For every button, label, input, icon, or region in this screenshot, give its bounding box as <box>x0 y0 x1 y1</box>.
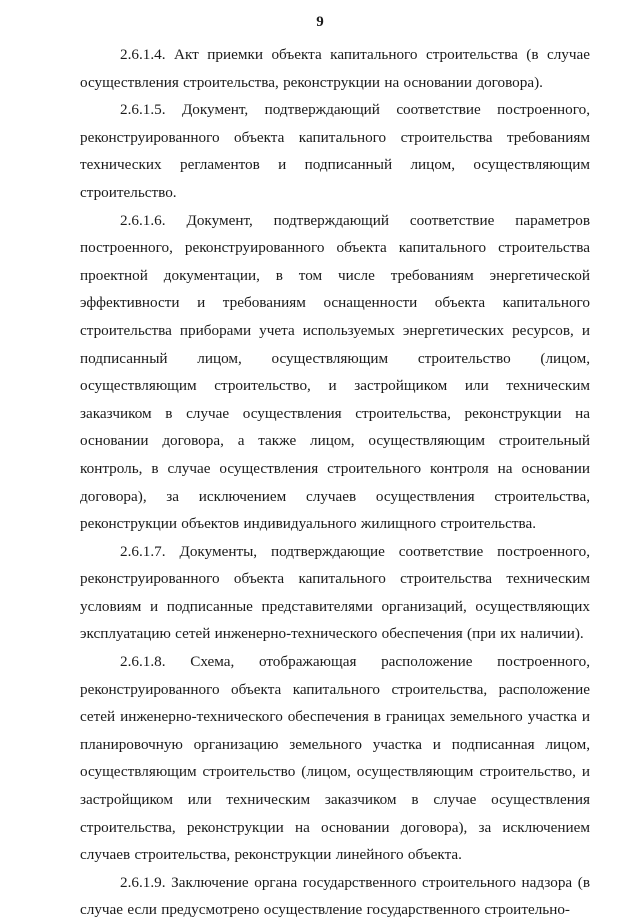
page-number: 9 <box>316 14 324 30</box>
paragraph-2-6-1-5: 2.6.1.5. Документ, подтверждающий соответствие построенного, реконструированного объекта капитального строительства требованиям технических регламентов и подписанный лицом, осуществляющим строительство. <box>80 101 590 201</box>
paragraph-2-6-1-6: 2.6.1.6. Документ, подтверждающий соответствие параметров построенного, реконструированного объекта капитального строительства проектной документации, в том числе требованиям энергетической эффективности и требованиям оснащенности объекта капитального строительства приборами учета используемых энергетических ресурсов, и подписанный лицом, осуществляющим строительство (лицом, осуществляющим строительство, и застройщиком или техническим заказчиком в случае осуществления строительства, реконструкции на основании договора, а также лицом, осуществляющим строительный контроль, в случае осуществления строительного контроля на основании договора), за исключением случаев осуществления строительства, реконструкции объектов индивидуального жилищного строительства. <box>80 211 590 533</box>
paragraph-2-6-1-7: 2.6.1.7. Документы, подтверждающие соответствие построенного, реконструированного объекта капитального строительства техническим условиям и подписанные представителями организаций, осуществляющих эксплуатацию сетей инженерно-технического обеспечения (при их наличии). <box>80 542 590 643</box>
paragraph-2-6-1-9: 2.6.1.9. Заключение органа государственного строительного надзора (в случае если предусмотрено осуществление государственного строительно- <box>80 873 590 919</box>
paragraph-2-6-1-8: 2.6.1.8. Схема, отображающая расположение построенного, реконструированного объекта капитального строительства, расположение сетей инженерно-технического обеспечения в границах земельного участка и планировочную организацию земельного участка и подписанная лицом, осуществляющим строительство (лицом, осуществляющим строительство, и застройщиком или техническим заказчиком в случае осуществления строительства, реконструкции на основании договора), за исключением случаев строительства, реконструкции линейного объекта. <box>80 653 590 864</box>
paragraph-2-6-1-4: 2.6.1.4. Акт приемки объекта капитального строительства (в случае осуществления строительства, реконструкции на основании договора). <box>80 46 590 91</box>
document-body <box>80 41 590 924</box>
